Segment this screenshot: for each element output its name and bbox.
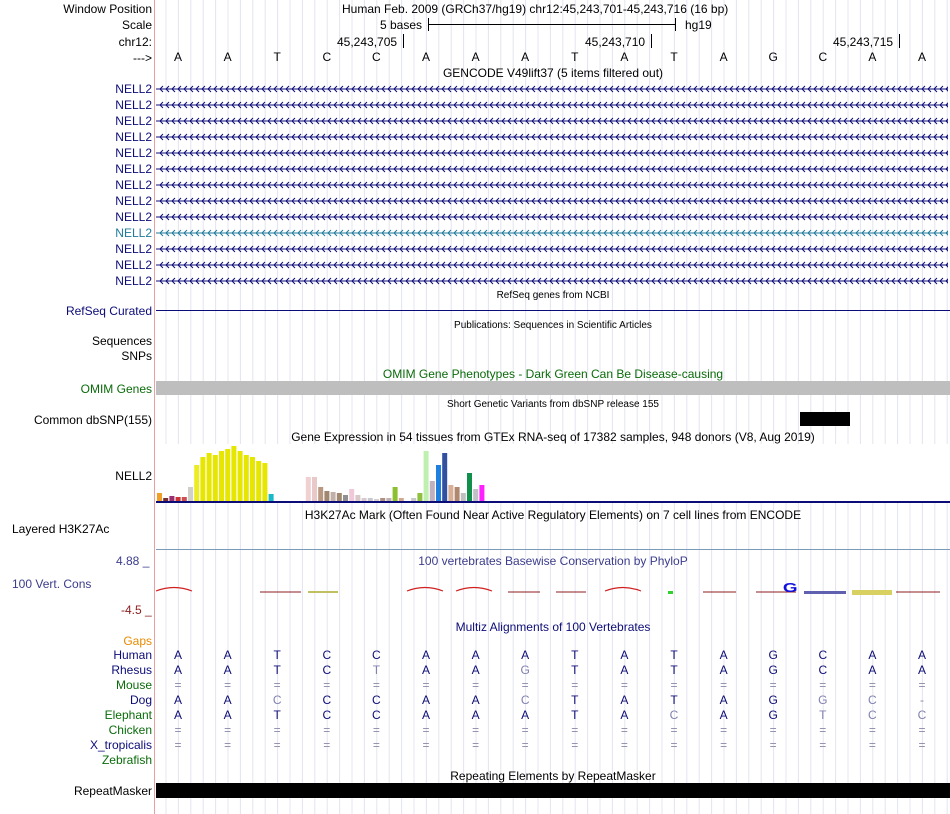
gtex-bar — [262, 463, 267, 501]
reference-base: A — [223, 50, 232, 64]
multiz-base: C — [669, 708, 679, 722]
gtex-bar — [225, 449, 230, 501]
multiz-base: A — [620, 693, 629, 707]
multiz-base: A — [868, 663, 877, 677]
multiz-species-label[interactable]: Rhesus — [111, 663, 152, 677]
gtex-bar — [417, 493, 422, 501]
multiz-base: T — [372, 663, 381, 677]
phylop-mark — [852, 590, 892, 595]
multiz-base: T — [571, 663, 579, 677]
reference-base: C — [322, 50, 332, 64]
multiz-base: A — [620, 663, 629, 677]
publications-track-title: Publications: Sequences in Scientific Articles — [454, 320, 652, 331]
multiz-base: = — [720, 723, 728, 737]
multiz-base: A — [471, 693, 480, 707]
reference-base: T — [670, 50, 678, 64]
multiz-base: A — [223, 648, 232, 662]
gencode-transcript[interactable] — [156, 275, 948, 287]
multiz-base: = — [372, 723, 380, 737]
multiz-base: C — [372, 708, 381, 722]
gtex-bar — [306, 477, 311, 501]
multiz-base: A — [868, 648, 877, 662]
phylop-mark: G — [782, 581, 798, 596]
gtex-bar — [461, 493, 466, 501]
gencode-transcript[interactable] — [156, 195, 948, 207]
multiz-base: = — [819, 723, 827, 737]
gencode-gene-label[interactable]: NELL2 — [115, 114, 152, 128]
multiz-base: C — [372, 648, 381, 662]
gaps-label[interactable]: Gaps — [123, 634, 152, 648]
multiz-base: T — [670, 663, 678, 677]
scale-bar — [428, 16, 676, 32]
phylop-mark — [605, 588, 641, 592]
multiz-base: A — [173, 648, 182, 662]
multiz-base: = — [769, 723, 777, 737]
gencode-gene-label[interactable]: NELL2 — [115, 98, 152, 112]
multiz-base: C — [322, 663, 332, 677]
multiz-base: = — [571, 678, 579, 692]
multiz-base: = — [670, 738, 678, 752]
phylop-mark — [156, 588, 192, 592]
multiz-base: A — [173, 708, 182, 722]
multiz-base: = — [472, 678, 480, 692]
multiz-base: = — [521, 723, 529, 737]
multiz-base: C — [372, 693, 381, 707]
multiz-base: C — [322, 648, 332, 662]
gencode-gene-label[interactable]: NELL2 — [115, 258, 152, 272]
gencode-transcript[interactable] — [156, 131, 948, 143]
gtex-bar — [349, 489, 354, 501]
label-divider — [154, 0, 155, 814]
reference-base: A — [620, 50, 629, 64]
reference-base: C — [818, 50, 828, 64]
multiz-base: G — [768, 708, 778, 722]
multiz-base: T — [670, 693, 678, 707]
gencode-gene-label[interactable]: NELL2 — [115, 210, 152, 224]
gtex-bar — [393, 487, 398, 501]
gtex-gene-line — [156, 501, 950, 503]
phylop-label[interactable]: 100 Vert. Cons — [12, 577, 92, 591]
reference-base: A — [173, 50, 182, 64]
gtex-bar — [430, 481, 435, 501]
reference-base: A — [719, 50, 728, 64]
multiz-species-label[interactable]: Mouse — [115, 678, 152, 692]
gtex-bar — [312, 477, 317, 501]
multiz-base: C — [868, 708, 877, 722]
gencode-transcript[interactable] — [156, 115, 948, 127]
multiz-base: = — [422, 723, 430, 737]
multiz-base: A — [173, 693, 182, 707]
multiz-base: = — [620, 678, 628, 692]
phylop-max-label: 4.88 _ — [116, 554, 150, 568]
multiz-species-label[interactable]: Dog — [129, 693, 152, 707]
multiz-base: C — [322, 708, 332, 722]
repeatmasker-bar[interactable] — [156, 783, 950, 798]
gtex-bar — [436, 465, 441, 501]
gtex-bar-chart[interactable] — [156, 444, 950, 502]
phylop-track-title: 100 vertebrates Basewise Conservation by PhyloP — [418, 554, 688, 568]
h3k27ac-label[interactable]: Layered H3K27Ac — [12, 522, 110, 536]
multiz-species-label[interactable]: Chicken — [108, 723, 152, 737]
multiz-base: = — [620, 723, 628, 737]
multiz-base: T — [571, 648, 579, 662]
gtex-bar — [188, 487, 193, 501]
multiz-base: C — [868, 693, 877, 707]
multiz-base: C — [322, 693, 332, 707]
refseq-track-line[interactable] — [156, 310, 950, 311]
multiz-base: = — [323, 678, 331, 692]
reference-base: G — [768, 50, 778, 64]
coord-tick — [651, 34, 652, 48]
repeatmasker-label[interactable]: RepeatMasker — [73, 784, 152, 798]
multiz-base: G — [768, 693, 778, 707]
dbsnp-label[interactable]: Common dbSNP(155) — [33, 413, 152, 427]
multiz-base: A — [471, 648, 480, 662]
gencode-gene-label[interactable]: NELL2 — [115, 178, 152, 192]
multiz-base: G — [818, 693, 828, 707]
publications-label-snps[interactable]: SNPs — [121, 349, 152, 363]
multiz-base: T — [670, 648, 678, 662]
gencode-gene-label[interactable]: NELL2 — [115, 274, 152, 288]
multiz-base: C — [272, 693, 282, 707]
multiz-base: A — [421, 693, 430, 707]
multiz-base: T — [571, 708, 579, 722]
phylop-mark — [308, 591, 338, 593]
multiz-species-label[interactable]: Zebrafish — [101, 753, 152, 767]
multiz-base: A — [719, 663, 728, 677]
gencode-transcript[interactable] — [156, 147, 948, 159]
multiz-base: A — [719, 648, 728, 662]
dbsnp-variant[interactable] — [800, 412, 850, 426]
gencode-transcript[interactable] — [156, 163, 948, 175]
multiz-base: = — [323, 738, 331, 752]
reference-base: A — [868, 50, 877, 64]
gtex-label[interactable]: NELL2 — [115, 469, 152, 483]
repeatmasker-track-title: Repeating Elements by RepeatMasker — [450, 769, 656, 783]
gencode-transcript[interactable] — [156, 179, 948, 191]
gencode-gene-label[interactable]: NELL2 — [115, 146, 152, 160]
reference-base: A — [917, 50, 926, 64]
multiz-base: A — [471, 663, 480, 677]
gtex-bar — [337, 493, 342, 501]
window-position-value: Human Feb. 2009 (GRCh37/hg19) chr12:45,243,701-45,243,716 (16 bp) — [342, 2, 729, 16]
phylop-mark — [668, 591, 673, 594]
multiz-base: A — [421, 648, 430, 662]
multiz-base: G — [520, 663, 530, 677]
multiz-base: = — [472, 738, 480, 752]
multiz-base: T — [273, 648, 281, 662]
multiz-base: = — [472, 723, 480, 737]
multiz-base: G — [768, 648, 778, 662]
multiz-base: = — [720, 738, 728, 752]
multiz-base: = — [868, 723, 876, 737]
gtex-bar — [331, 492, 336, 501]
multiz-base: = — [273, 678, 281, 692]
multiz-base: A — [620, 648, 629, 662]
multiz-base: C — [520, 693, 530, 707]
reference-base: A — [421, 50, 430, 64]
gtex-bar — [473, 489, 478, 501]
h3k27ac-track-title: H3K27Ac Mark (Often Found Near Active Regulatory Elements) on 7 cell lines from ENCODE — [304, 508, 802, 522]
multiz-base: = — [819, 738, 827, 752]
gencode-gene-label[interactable]: NELL2 — [115, 82, 152, 96]
multiz-base: A — [421, 663, 430, 677]
multiz-base: = — [769, 678, 777, 692]
multiz-base: A — [917, 663, 926, 677]
gtex-bar — [207, 453, 212, 501]
multiz-base: A — [223, 663, 232, 677]
gencode-transcript[interactable] — [156, 99, 948, 111]
gencode-transcript[interactable] — [156, 83, 948, 95]
multiz-base: C — [818, 648, 828, 662]
coord-tick — [403, 34, 404, 48]
multiz-base: = — [521, 738, 529, 752]
gencode-transcript[interactable] — [156, 227, 948, 239]
window-position-label: Window Position — [63, 2, 152, 16]
multiz-base: = — [868, 678, 876, 692]
gtex-bar — [318, 487, 323, 501]
multiz-base: = — [372, 678, 380, 692]
multiz-base: = — [422, 678, 430, 692]
gencode-gene-label[interactable]: NELL2 — [115, 162, 152, 176]
gtex-bar — [424, 451, 429, 501]
multiz-base: A — [521, 648, 530, 662]
multiz-base: = — [571, 738, 579, 752]
gencode-track-title: GENCODE V49lift37 (5 items filtered out) — [442, 66, 664, 80]
multiz-base: = — [224, 723, 232, 737]
gtex-bar — [442, 453, 447, 501]
multiz-base: T — [273, 663, 281, 677]
multiz-base: = — [521, 678, 529, 692]
multiz-base: = — [422, 738, 430, 752]
multiz-base: = — [670, 678, 678, 692]
refseq-track-title: RefSeq genes from NCBI — [496, 290, 610, 301]
strand-label: ---> — [133, 51, 152, 65]
multiz-base: = — [918, 723, 926, 737]
multiz-base: A — [917, 648, 926, 662]
coord-tick-label: 45,243,705 — [337, 35, 398, 49]
multiz-base: = — [224, 678, 232, 692]
refseq-label[interactable]: RefSeq Curated — [65, 304, 152, 318]
multiz-base: = — [670, 723, 678, 737]
multiz-base: A — [471, 708, 480, 722]
reference-base: A — [471, 50, 480, 64]
reference-base: T — [571, 50, 579, 64]
multiz-species-label[interactable]: Elephant — [104, 708, 152, 722]
omim-track-bar[interactable] — [156, 381, 950, 395]
multiz-base: = — [769, 738, 777, 752]
multiz-base: A — [421, 708, 430, 722]
multiz-base: C — [818, 663, 828, 677]
coord-tick-label: 45,243,710 — [585, 35, 646, 49]
multiz-base: = — [174, 738, 182, 752]
multiz-base: A — [620, 708, 629, 722]
gtex-bar — [238, 451, 243, 501]
multiz-base: A — [719, 708, 728, 722]
multiz-base: A — [223, 693, 232, 707]
coord-tick — [899, 34, 900, 48]
gtex-bar — [455, 487, 460, 501]
gencode-gene-label[interactable]: NELL2 — [115, 130, 152, 144]
multiz-base: = — [868, 738, 876, 752]
phylop-mark — [804, 591, 846, 594]
phylop-mark — [456, 588, 492, 592]
multiz-base: = — [323, 723, 331, 737]
coord-tick-label: 45,243,715 — [833, 35, 894, 49]
gencode-transcript[interactable] — [156, 243, 948, 255]
multiz-species-label[interactable]: Human — [113, 648, 152, 662]
reference-base: C — [372, 50, 381, 64]
gencode-gene-label[interactable]: NELL2 — [115, 242, 152, 256]
multiz-base: T — [273, 708, 281, 722]
phylop-mark — [407, 588, 443, 592]
gtex-bar — [194, 465, 199, 501]
multiz-base: C — [917, 708, 927, 722]
omim-label[interactable]: OMIM Genes — [80, 382, 152, 396]
multiz-base: = — [273, 738, 281, 752]
multiz-base: T — [571, 693, 579, 707]
multiz-base: = — [174, 678, 182, 692]
gencode-gene-label[interactable]: NELL2 — [115, 194, 152, 208]
omim-track-title: OMIM Gene Phenotypes - Dark Green Can Be Disease-causing — [382, 367, 724, 381]
multiz-base: = — [273, 723, 281, 737]
chrom-label: chr12: — [118, 35, 152, 49]
multiz-base: = — [918, 738, 926, 752]
multiz-base: G — [768, 663, 778, 677]
multiz-species-label[interactable]: X_tropicalis — [89, 738, 152, 752]
multiz-base: = — [918, 678, 926, 692]
gtex-bar — [324, 491, 329, 501]
multiz-base: A — [173, 663, 182, 677]
gtex-bar — [219, 451, 224, 501]
multiz-base: = — [174, 723, 182, 737]
multiz-base: = — [620, 738, 628, 752]
multiz-base: A — [719, 693, 728, 707]
dbsnp-track-title: Short Genetic Variants from dbSNP release 155 — [447, 399, 659, 410]
publications-label-sequences[interactable]: Sequences — [91, 334, 152, 348]
scale-text: 5 bases — [380, 18, 423, 32]
scale-label: Scale — [121, 18, 152, 32]
scale-assembly: hg19 — [685, 18, 712, 32]
gtex-bar — [244, 455, 249, 501]
gtex-bar — [231, 446, 236, 501]
gencode-transcript[interactable] — [156, 211, 948, 223]
gtex-bar — [157, 493, 162, 501]
multiz-base: = — [819, 678, 827, 692]
h3k27ac-baseline — [156, 549, 950, 550]
gtex-track-title: Gene Expression in 54 tissues from GTEx RNA-seq of 17382 samples, 948 donors (V8, Aug 2019) — [291, 430, 815, 444]
gtex-bar — [448, 485, 453, 501]
multiz-track-title: Multiz Alignments of 100 Vertebrates — [455, 620, 651, 634]
gtex-bar — [269, 494, 274, 501]
reference-base: T — [273, 50, 281, 64]
phylop-signal[interactable] — [156, 578, 950, 600]
gencode-transcript[interactable] — [156, 259, 948, 271]
gencode-gene-label[interactable]: NELL2 — [115, 226, 152, 240]
gtex-bar — [467, 473, 472, 501]
multiz-base: A — [521, 708, 530, 722]
gtex-bar — [250, 457, 255, 501]
multiz-base: = — [372, 738, 380, 752]
gtex-bar — [479, 485, 484, 501]
multiz-base: = — [224, 738, 232, 752]
phylop-min-label: -4.5 _ — [121, 603, 152, 617]
multiz-base: - — [920, 693, 924, 707]
multiz-base: = — [571, 723, 579, 737]
reference-base: A — [521, 50, 530, 64]
gtex-bar — [213, 455, 218, 501]
multiz-base: = — [720, 678, 728, 692]
multiz-base: A — [223, 708, 232, 722]
gtex-bar — [256, 461, 261, 501]
multiz-base: T — [819, 708, 827, 722]
gtex-bar — [200, 457, 205, 501]
